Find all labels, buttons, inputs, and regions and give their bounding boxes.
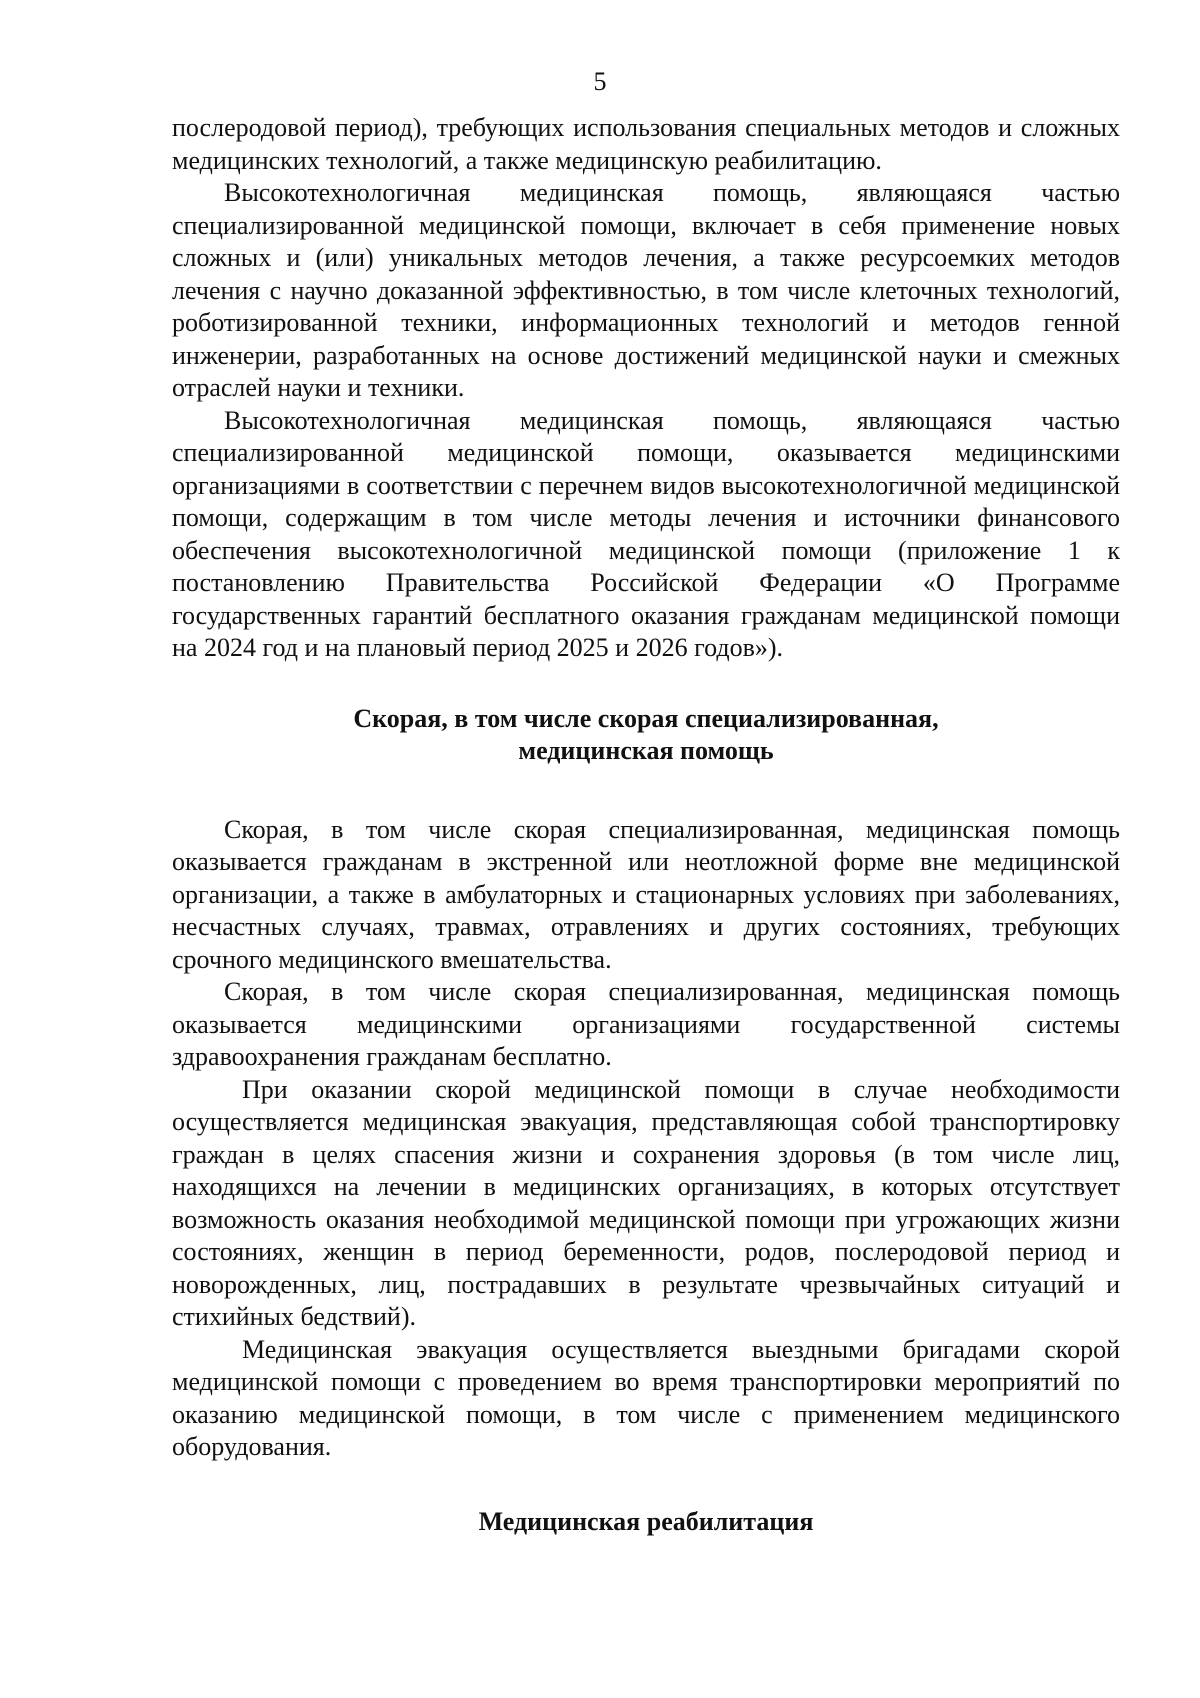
paragraph-hightech-definition: Высокотехнологичная медицинская помощь, являющаяся частью специализированной медицинской помощи, включает в себя применение новых сложных и (или) уникальных методов лечения, а также ресурсоемких методов лечения с научно доказанной эффективностью, в том числе клеточных технологий, роботизированной техники, информационных технологий и методов генной инженерии, разработанных на основе достижений медицинской науки и смежных отраслей науки и техники. (172, 178, 1120, 402)
spacer (172, 665, 1120, 703)
section-heading-rehab: Медицинская реабилитация (478, 1506, 814, 1536)
paragraph-emergency-evacuation: При оказании скорой медицинской помощи в случае необходимости осуществляется медицинская эвакуация, представляющая собой транспортировку граждан в целях спасения жизни и сохранения здоровья (в том числе лиц, находящихся на лечении в медицинских организациях, в которых отсутствует возможность оказания необходимой медицинской помощи при угрожающих жизни состояниях, женщин в период беременности, родов, послеродовой период и новорожденных, лиц, пострадавших в результате чрезвычайных ситуаций и стихийных бедствий). (172, 1074, 1120, 1331)
section-heading-emergency (172, 703, 1120, 768)
section-heading-emergency-line1: Скорая, в том числе скорая специализированная, (353, 703, 939, 733)
paragraph-evacuation-teams: Медицинская эвакуация осуществляется выездными бригадами скорой медицинской помощи с проведением во время транспортировки мероприятий по оказанию медицинской помощи, в том числе с применением медицинского оборудования. (172, 1334, 1120, 1461)
paragraph-emergency-free: Скорая, в том числе скорая специализированная, медицинская помощь оказывается медицинскими организациями государственной системы здравоохранения гражданам бесплатно. (172, 977, 1120, 1071)
paragraph-hightech-provision: Высокотехнологичная медицинская помощь, являющаяся частью специализированной медицинской помощи, оказывается медицинскими организациями в соответствии с перечнем видов высокотехнологичной медицинской помощи, содержащим в том числе методы лечения и источники финансового обеспечения высокотехнологичной медицинской помощи (приложение 1 к постановлению Правительства Российской Федерации «О Программе государственных гарантий бесплатного оказания гражданам медицинской помощи на 2024 год и на плановый период 2025 и 2026 годов»). (172, 405, 1120, 662)
paragraph-emergency-scope: Скорая, в том числе скорая специализированная, медицинская помощь оказывается гражданам в экстренной или неотложной форме вне медицинской организации, а также в амбулаторных и стационарных условиях при заболеваниях, несчастных случаях, травмах, отравлениях и других состояниях, требующих срочного медицинского вмешательства. (172, 814, 1120, 974)
page-number: 5 (593, 67, 607, 96)
spacer (172, 768, 1120, 814)
paragraph-continuation: послеродовой период), требующих использования специальных методов и сложных медицинских технологий, а также медицинскую реабилитацию. (172, 113, 1120, 175)
spacer (172, 1464, 1120, 1506)
document-body (172, 112, 1120, 1538)
section-heading-emergency-line2: медицинская помощь (518, 736, 774, 765)
